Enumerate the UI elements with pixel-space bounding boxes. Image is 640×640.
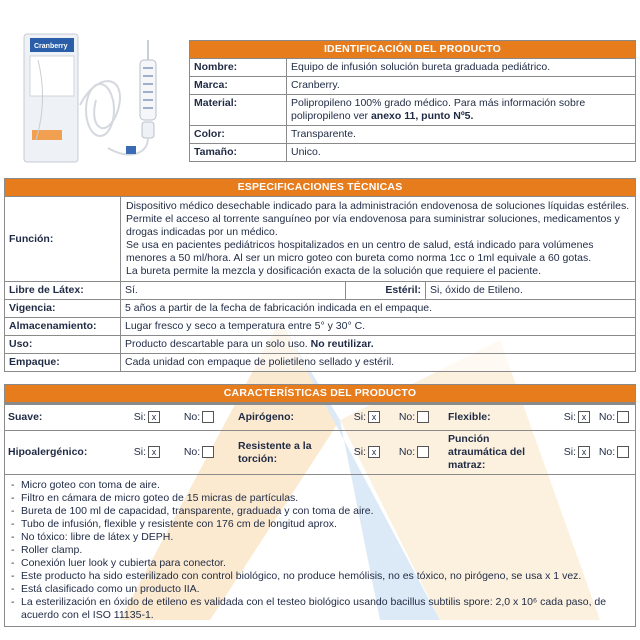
row-value: Transparente.	[287, 126, 636, 144]
feature-label: Hipoalergénico:	[5, 431, 115, 475]
no-option: No:	[593, 431, 635, 475]
list-item: - La esterilización en óxido de etileno es validada con el testeo biológico usando bacillus subtilis spore: 2,0 x 10⁶ cada paso, de acuerdo con el ISO 11135-1.	[11, 596, 629, 622]
feature-label: Resistente a la torción:	[235, 431, 335, 475]
material-annex: anexo 11, punto Nº5.	[370, 110, 474, 122]
table-row	[5, 354, 636, 372]
latex-value: Sí.	[121, 282, 346, 300]
esteril-value: Si, óxido de Etileno.	[426, 282, 636, 300]
feature-label: Suave:	[5, 405, 115, 431]
table-row	[5, 282, 636, 300]
yes-option: Si: x	[335, 431, 383, 475]
table-row	[190, 144, 636, 162]
yes-checkbox[interactable]: x	[148, 411, 160, 423]
row-value: Unico.	[287, 144, 636, 162]
almacenamiento-value: Lugar fresco y seco a temperatura entre 5° y 30° C.	[121, 318, 636, 336]
no-option: No:	[163, 431, 235, 475]
list-item: - Este producto ha sido esterilizado con control biológico, no produce hemólisis, no es tóxico, no pirógeno, se usa x 1 vez.	[11, 570, 629, 583]
features-row	[5, 405, 635, 431]
table-row	[190, 59, 636, 77]
product-image	[8, 30, 188, 170]
yes-checkbox[interactable]: x	[578, 411, 590, 423]
row-label: Material:	[190, 95, 287, 126]
yes-checkbox[interactable]: x	[368, 446, 380, 458]
row-label: Marca:	[190, 77, 287, 95]
table-row	[5, 197, 636, 282]
features-header: CARACTERÍSTICAS DEL PRODUCTO	[5, 385, 636, 403]
empaque-value: Cada unidad con empaque de polietileno sellado y estéril.	[121, 354, 636, 372]
no-checkbox[interactable]	[417, 411, 429, 423]
list-item: - Bureta de 100 ml de capacidad, transparente, graduada y con toma de aire.	[11, 505, 629, 518]
no-option: No:	[383, 431, 445, 475]
row-label: Color:	[190, 126, 287, 144]
vigencia-value: 5 años a partir de la fecha de fabricación indicada en el empaque.	[121, 300, 636, 318]
almacenamiento-label: Almacenamiento:	[5, 318, 121, 336]
table-row	[190, 95, 636, 126]
row-label: Nombre:	[190, 59, 287, 77]
no-checkbox[interactable]	[417, 446, 429, 458]
feature-label: Apirógeno:	[235, 405, 335, 431]
list-item: - Roller clamp.	[11, 544, 629, 557]
no-option: No:	[163, 405, 235, 431]
list-item: - Filtro en cámara de micro goteo de 15 micras de partículas.	[11, 492, 629, 505]
product-identification	[189, 40, 636, 162]
product-notes	[4, 475, 636, 627]
list-item: - Conexión luer look y cubierta para conector.	[11, 557, 629, 570]
yes-option: Si: x	[335, 405, 383, 431]
esteril-label: Estéril:	[346, 282, 426, 300]
table-row	[5, 336, 636, 354]
no-option: No:	[383, 405, 445, 431]
feature-label: Flexible:	[445, 405, 545, 431]
product-characteristics	[4, 384, 636, 627]
table-row	[5, 300, 636, 318]
no-checkbox[interactable]	[202, 411, 214, 423]
yes-option: Si: x	[115, 431, 163, 475]
no-checkbox[interactable]	[617, 446, 629, 458]
table-row	[190, 77, 636, 95]
yes-checkbox[interactable]: x	[368, 411, 380, 423]
list-item: - Micro goteo con toma de aire.	[11, 479, 629, 492]
yes-option: Si: x	[115, 405, 163, 431]
list-item: - Está clasificado como un producto IIA.	[11, 583, 629, 596]
no-checkbox[interactable]	[617, 411, 629, 423]
latex-label: Libre de Látex:	[5, 282, 121, 300]
package-brand: Cranberry	[34, 43, 68, 50]
row-value: Polipropileno 100% grado médico. Para más información sobre polipropileno ver anexo 11, punto Nº5.	[287, 95, 636, 126]
product-header: IDENTIFICACIÓN DEL PRODUCTO	[190, 41, 636, 59]
features-grid	[4, 403, 636, 475]
empaque-label: Empaque:	[5, 354, 121, 372]
uso-label: Uso:	[5, 336, 121, 354]
feature-label: Punción atraumática del matraz:	[445, 431, 545, 475]
technical-specifications	[4, 178, 636, 372]
row-value: Equipo de infusión solución bureta graduada pediátrico.	[287, 59, 636, 77]
list-item: - Tubo de infusión, flexible y resistente con 176 cm de longitud aprox.	[11, 518, 629, 531]
uso-value: Producto descartable para un solo uso. No reutilizar.	[121, 336, 636, 354]
row-label: Tamaño:	[190, 144, 287, 162]
row-value: Cranberry.	[287, 77, 636, 95]
funcion-value: Dispositivo médico desechable indicado para la administración endovenosa de soluciones líquidas estériles. Permite el acceso al torrente sanguíneo por vía endovenosa para suministrar soluciones, medicamentos y drogas indicadas por un médico. Se usa en pacientes pediátricos hospitalizados en un centro de salud, está indicado para volúmenes menores a 50 ml/hora. Al ser un micro goteo con bureta como norma 1cc o 1ml equivale a 60 gotas. La bureta permite la mezcla y dosificación exacta de la solución que requiere el paciente.	[121, 197, 636, 282]
yes-checkbox[interactable]: x	[148, 446, 160, 458]
specs-header: ESPECIFICACIONES TÉCNICAS	[5, 179, 636, 197]
uso-warning: No reutilizar.	[310, 338, 374, 350]
vigencia-label: Vigencia:	[5, 300, 121, 318]
table-row	[190, 126, 636, 144]
list-item: - No tóxico: libre de látex y DEPH.	[11, 531, 629, 544]
yes-checkbox[interactable]: x	[578, 446, 590, 458]
no-option: No:	[593, 405, 635, 431]
features-row	[5, 431, 635, 475]
no-checkbox[interactable]	[202, 446, 214, 458]
yes-option: Si: x	[545, 405, 593, 431]
table-row	[5, 318, 636, 336]
yes-option: Si: x	[545, 431, 593, 475]
funcion-label: Función:	[5, 197, 121, 282]
